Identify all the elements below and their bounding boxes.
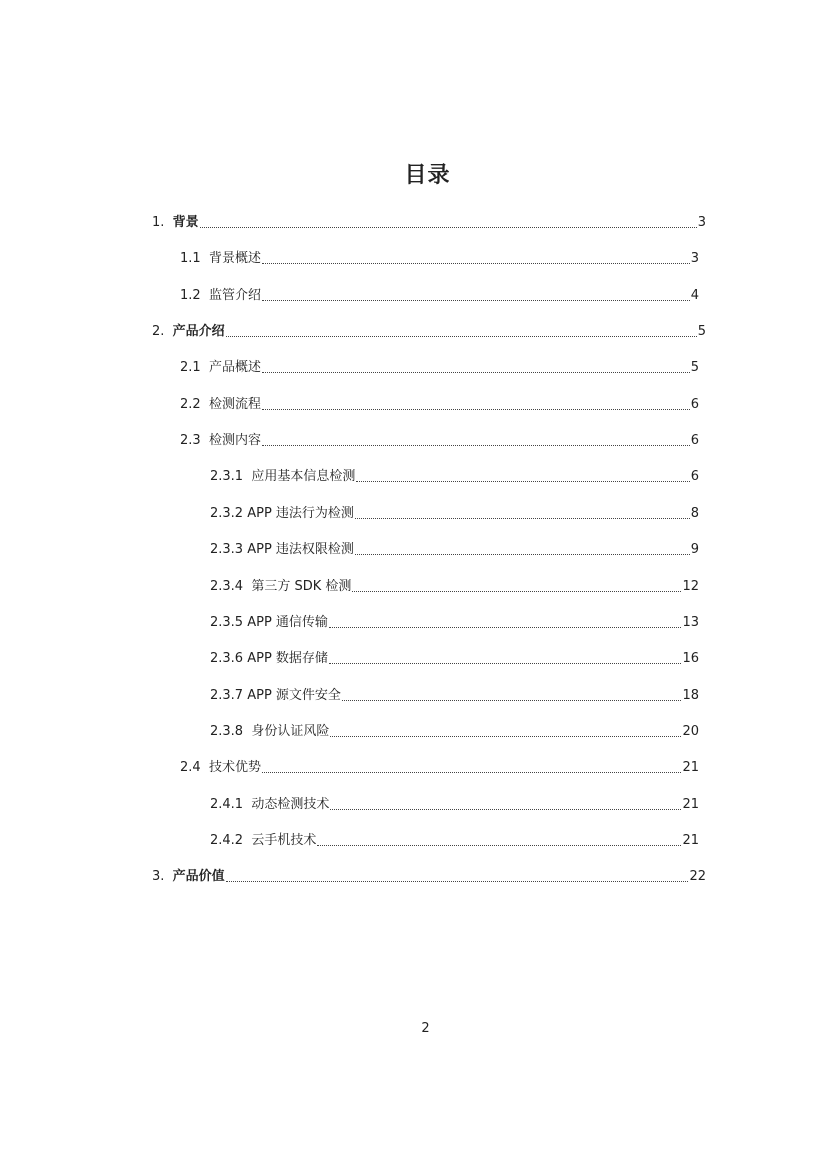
toc-entry-label: APP 源文件安全 — [247, 687, 341, 703]
toc-entry[interactable] — [152, 214, 706, 232]
toc-leader-dots — [200, 227, 697, 228]
toc-leader-dots — [262, 300, 690, 301]
toc-entry-label: 背景概述 — [208, 251, 261, 267]
toc-entry[interactable] — [210, 723, 699, 741]
toc-entry[interactable] — [210, 578, 699, 596]
toc-leader-dots — [355, 518, 690, 519]
toc-entry-label: APP 通信传输 — [247, 614, 328, 630]
toc-entry-label: APP 数据存储 — [247, 651, 328, 667]
toc-entry-number: 2.3.7 — [210, 687, 248, 703]
toc-entry-label: 技术优势 — [208, 760, 261, 776]
toc-entry-page: 20 — [682, 723, 699, 739]
toc-entry-number: 2.3 — [180, 433, 209, 449]
toc-entry-page: 6 — [690, 469, 699, 485]
toc-entry-page: 22 — [689, 869, 706, 885]
toc-entry-label: 检测流程 — [208, 396, 261, 412]
toc-entry-label: 第三方 SDK 检测 — [251, 578, 352, 594]
toc-entry-number: 3. — [152, 869, 173, 885]
toc-entry-page: 18 — [682, 687, 699, 703]
toc-entry[interactable] — [180, 250, 699, 268]
toc-leader-dots — [355, 554, 690, 555]
toc-entry[interactable] — [210, 796, 699, 814]
toc-entry[interactable] — [180, 396, 699, 414]
toc-entry-number: 2.1 — [180, 360, 209, 376]
toc-title: 目录 — [404, 163, 451, 188]
toc-leader-dots — [330, 736, 681, 737]
toc-entry-number: 2.2 — [180, 396, 209, 412]
toc-entry-label: 检测内容 — [208, 433, 261, 449]
toc-entry-page: 3 — [697, 215, 706, 230]
toc-entry-number: 2.4.1 — [210, 796, 252, 812]
toc-leader-dots — [330, 809, 681, 810]
toc-entry[interactable] — [210, 687, 699, 705]
toc-entry-page: 5 — [697, 324, 706, 340]
toc-entry[interactable] — [210, 832, 699, 850]
toc-entry[interactable] — [180, 287, 699, 305]
toc-leader-dots — [352, 591, 681, 592]
toc-entry-number: 2.3.3 — [210, 542, 248, 558]
toc-entry-page: 5 — [690, 360, 699, 376]
toc-leader-dots — [226, 336, 697, 337]
toc-entry-page: 21 — [682, 796, 699, 812]
toc-entry[interactable] — [210, 468, 699, 486]
toc-entry-page: 4 — [690, 287, 699, 303]
toc-leader-dots — [262, 409, 690, 410]
toc-leader-dots — [262, 445, 690, 446]
toc-entry-label: 背景 — [172, 215, 199, 230]
toc-entry-number: 2.3.1 — [210, 469, 252, 485]
toc-entry-page: 8 — [690, 505, 699, 521]
toc-entry[interactable] — [180, 359, 699, 377]
toc-leader-dots — [262, 263, 690, 264]
toc-entry[interactable] — [152, 323, 706, 341]
toc-entry-page: 12 — [682, 578, 699, 594]
toc-leader-dots — [262, 772, 681, 773]
toc-entry-label: 身份认证风险 — [251, 723, 330, 739]
toc-entry-page: 21 — [682, 832, 699, 848]
toc-leader-dots — [329, 627, 682, 628]
toc-entry-label: 产品价值 — [172, 869, 225, 885]
toc-entry-page: 6 — [690, 396, 699, 412]
toc-entry[interactable] — [210, 505, 699, 523]
toc-entry[interactable] — [180, 432, 699, 450]
toc-entry-page: 21 — [682, 760, 699, 776]
toc-entry-label: APP 违法权限检测 — [247, 542, 354, 558]
toc-entry-number: 2.4.2 — [210, 832, 252, 848]
toc-leader-dots — [317, 845, 681, 846]
toc-entry[interactable] — [210, 541, 699, 559]
toc-entry[interactable] — [210, 650, 699, 668]
toc-entry-label: 监管介绍 — [208, 287, 261, 303]
toc-leader-dots — [262, 372, 690, 373]
toc-leader-dots — [356, 481, 689, 482]
toc-entry-number: 2.3.8 — [210, 723, 252, 739]
toc-leader-dots — [226, 881, 689, 882]
toc-entry-number: 2.3.4 — [210, 578, 252, 594]
toc-entry-label: 产品概述 — [208, 360, 261, 376]
toc-entry-label: 动态检测技术 — [251, 796, 330, 812]
toc-entry-label: 应用基本信息检测 — [251, 469, 356, 485]
toc-entry-number: 1.1 — [180, 251, 209, 267]
toc-entry-label: APP 违法行为检测 — [247, 505, 354, 521]
toc-entry[interactable] — [152, 868, 706, 886]
toc-entry-page: 16 — [682, 651, 699, 667]
toc-entry-number: 2. — [152, 324, 173, 340]
toc-entry-number: 2.3.2 — [210, 505, 248, 521]
toc-leader-dots — [342, 700, 682, 701]
toc-entry[interactable] — [210, 614, 699, 632]
toc-entry-number: 2.3.5 — [210, 614, 248, 630]
toc-entry-page: 6 — [690, 433, 699, 449]
toc-entry-page: 13 — [682, 614, 699, 630]
toc-entry-page: 3 — [690, 251, 699, 267]
toc-entry-label: 云手机技术 — [251, 832, 317, 848]
toc-entry-number: 1. — [152, 215, 173, 230]
toc-entry-number: 2.4 — [180, 760, 209, 776]
toc-leader-dots — [329, 663, 682, 664]
toc-entry-number: 1.2 — [180, 287, 209, 303]
page-number: 2 — [421, 1021, 430, 1036]
toc-entry-page: 9 — [690, 542, 699, 558]
toc-entry-label: 产品介绍 — [172, 324, 225, 340]
toc-entry-number: 2.3.6 — [210, 651, 248, 667]
toc-entry[interactable] — [180, 759, 699, 777]
